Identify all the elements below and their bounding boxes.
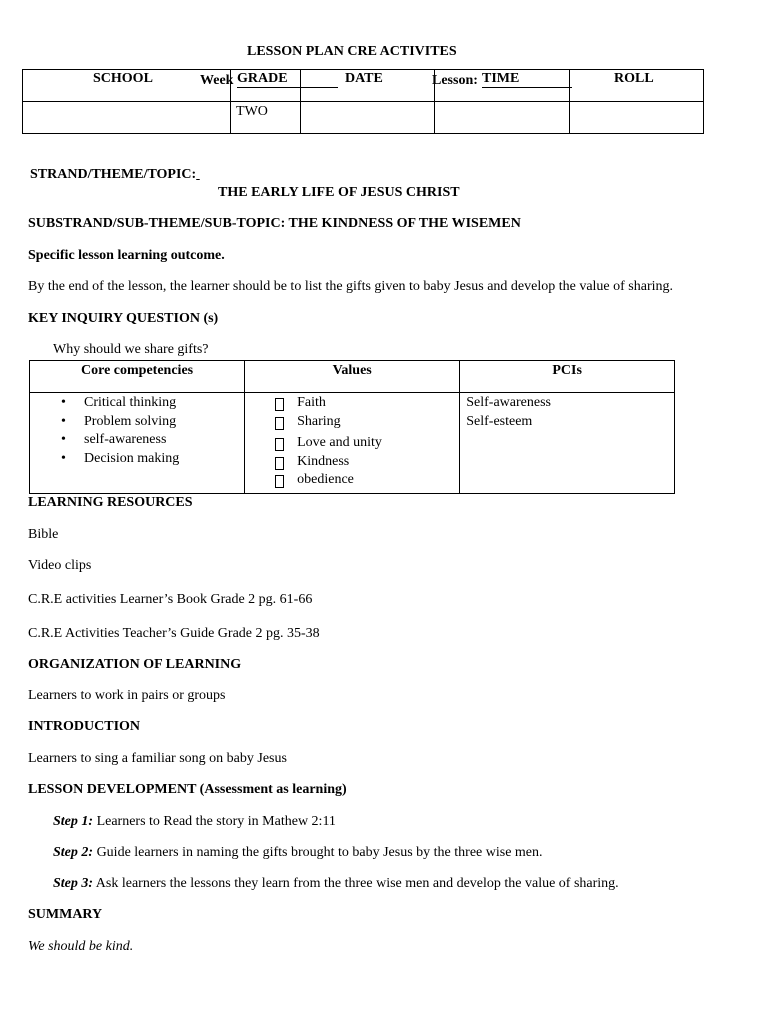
checkbox-glyph-icon [275,438,284,451]
checkbox-glyph-icon [275,417,284,430]
core-competencies-header: Core competencies [30,361,245,393]
list-item: obedience [245,472,459,491]
summary-text: We should be kind. [28,939,134,954]
resource-item: Bible [28,527,59,542]
time-label: TIME [482,71,572,88]
introduction-heading: INTRODUCTION [28,719,141,734]
outcome-heading: Specific lesson learning outcome. [28,248,225,263]
development-heading: LESSON DEVELOPMENT (Assessment as learning) [28,782,347,797]
list-item: • self-awareness [30,432,244,451]
resource-item: Video clips [28,558,92,573]
organization-text: Learners to work in pairs or groups [28,688,226,703]
document-title: LESSON PLAN CRE ACTIVITES [247,44,457,59]
values-cell [245,393,460,494]
values-header: Values [245,361,460,393]
checkbox-glyph-icon [275,457,284,470]
substrand: SUBSTRAND/SUB-THEME/SUB-TOPIC: THE KINDNESS OF THE WISEMEN [28,216,521,231]
list-item: Sharing [245,414,459,435]
inquiry-heading: KEY INQUIRY QUESTION (s) [28,311,219,326]
inquiry-question: Why should we share gifts? [53,342,209,357]
step-item: Step 3: Ask learners the lessons they learn from the three wise men and develop the value of sharing. [53,876,619,891]
list-item: • Decision making [30,451,244,470]
checkbox-glyph-icon [275,475,284,488]
outcome-text: By the end of the lesson, the learner should be to list the gifts given to baby Jesus and develop the value of sharing. [28,279,674,294]
grade-value-cell [231,102,301,134]
strand-value: THE EARLY LIFE OF JESUS CHRIST [218,185,460,200]
list-item: • Critical thinking [30,395,244,414]
resource-item: C.R.E Activities Teacher’s Guide Grade 2 pg. 35-38 [28,626,320,641]
week-label: Week [200,73,234,88]
resource-item: C.R.E activities Learner’s Book Grade 2 pg. 61-66 [28,592,313,607]
list-item: • Problem solving [30,414,244,433]
summary-heading: SUMMARY [28,907,103,922]
introduction-text: Learners to sing a familiar song on baby Jesus [28,751,287,766]
pci-item: Self-awareness [466,395,551,410]
organization-heading: ORGANIZATION OF LEARNING [28,657,242,672]
pcis-header: PCIs [460,361,675,393]
lesson-label: Lesson: [432,73,478,88]
pci-item: Self-esteem [466,414,533,429]
school-label: SCHOOL [93,71,153,86]
core-competencies-cell [30,393,245,494]
competency-table [29,360,675,494]
checkbox-glyph-icon [275,398,284,411]
grade-label: GRADE [237,71,338,88]
grade-value: TWO [236,104,268,119]
list-item: Kindness [245,454,459,472]
step-item: Step 2: Guide learners in naming the gifts brought to baby Jesus by the three wise men. [53,845,543,860]
step-item: Step 1: Learners to Read the story in Mathew 2:11 [53,814,336,829]
roll-label: ROLL [614,71,654,86]
date-label: DATE [345,71,383,86]
list-item: Love and unity [245,435,459,454]
strand-label: STRAND/THEME/TOPIC: [30,167,197,182]
list-item: Faith [245,395,459,414]
pcis-cell [460,393,675,494]
resources-heading: LEARNING RESOURCES [28,495,193,510]
